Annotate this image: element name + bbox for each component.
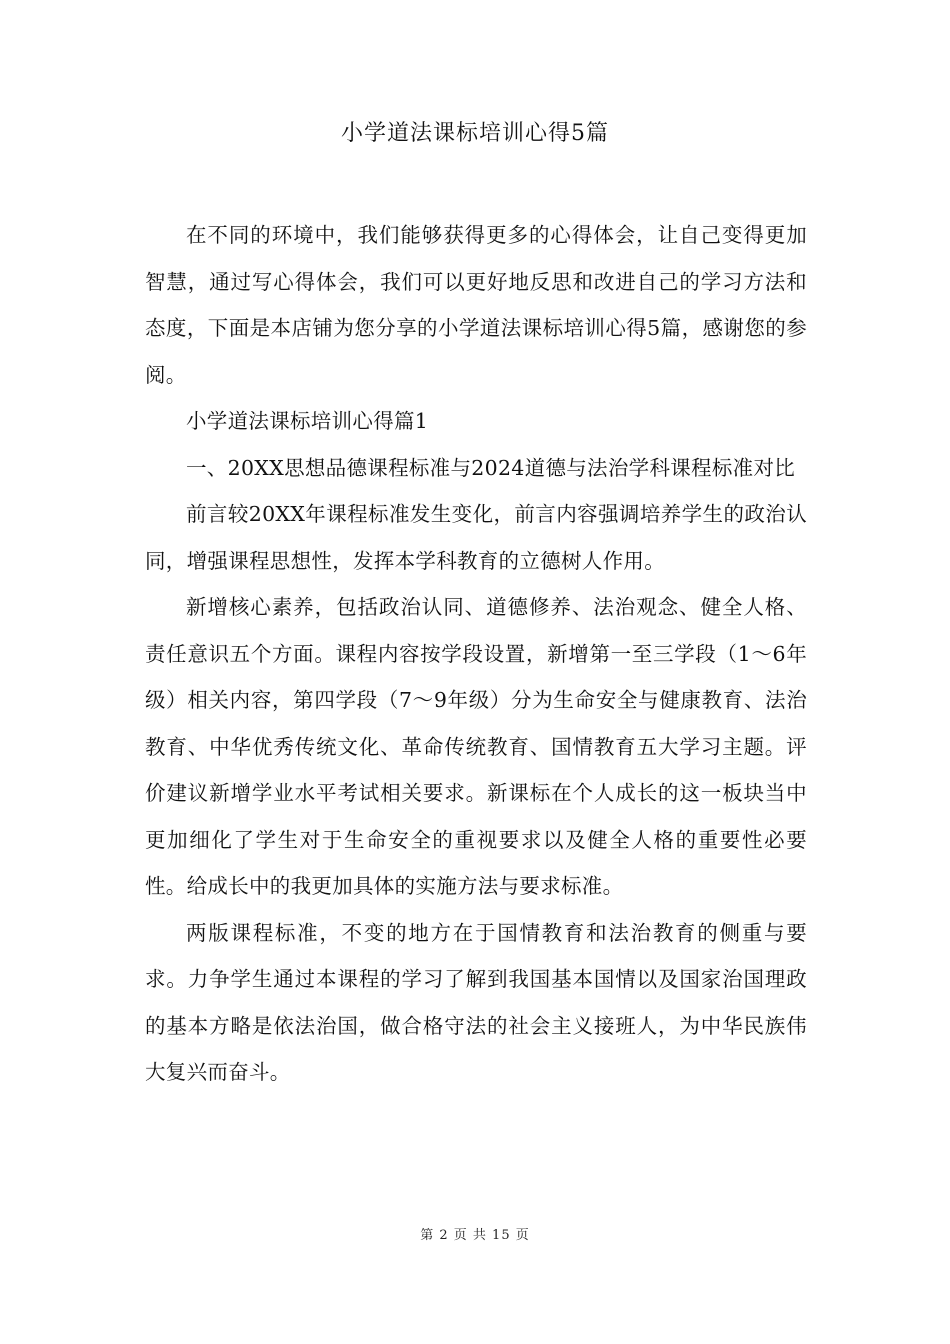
paragraph-intro: 在不同的环境中，我们能够获得更多的心得体会，让自己变得更加智慧，通过写心得体会，我们可以更好地反思和改进自己的学习方法和态度，下面是本店铺为您分享的小学道法课标培训心得5篇，感谢您的参阅。 <box>145 223 807 387</box>
paragraph-unchanged: 两版课程标准，不变的地方在于国情教育和法治教育的侧重与要求。力争学生通过本课程的学习了解到我国基本国情以及国家治国理政的基本方略是依法治国，做合格守法的社会主义接班人，为中华民族伟大复兴而奋斗。 <box>145 920 807 1084</box>
paragraph-comparison-heading: 一、20XX思想品德课程标准与2024道德与法治学科课程标准对比 <box>186 455 796 480</box>
page-number-footer: 第 2 页 共 15 页 <box>420 1228 530 1243</box>
document-body <box>145 212 807 1096</box>
paragraph-preface: 前言较20XX年课程标准发生变化，前言内容强调培养学生的政治认同，增强课程思想性，发挥本学科教育的立德树人作用。 <box>145 502 807 573</box>
paragraph-section-heading: 小学道法课标培训心得篇1 <box>186 409 429 433</box>
paragraph-core-literacy: 新增核心素养，包括政治认同、道德修养、法治观念、健全人格、责任意识五个方面。课程内容按学段设置，新增第一至三学段（1～6年级）相关内容，第四学段（7～9年级）分为生命安全与健康教育、法治教育、中华优秀传统文化、革命传统教育、国情教育五大学习主题。评价建议新增学业水平考试相关要求。新课标在个人成长的这一板块当中更加细化了学生对于生命安全的重视要求以及健全人格的重要性必要性。给成长中的我更加具体的实施方法与要求标准。 <box>145 595 807 898</box>
document-title: 小学道法课标培训心得5篇 <box>341 121 609 146</box>
